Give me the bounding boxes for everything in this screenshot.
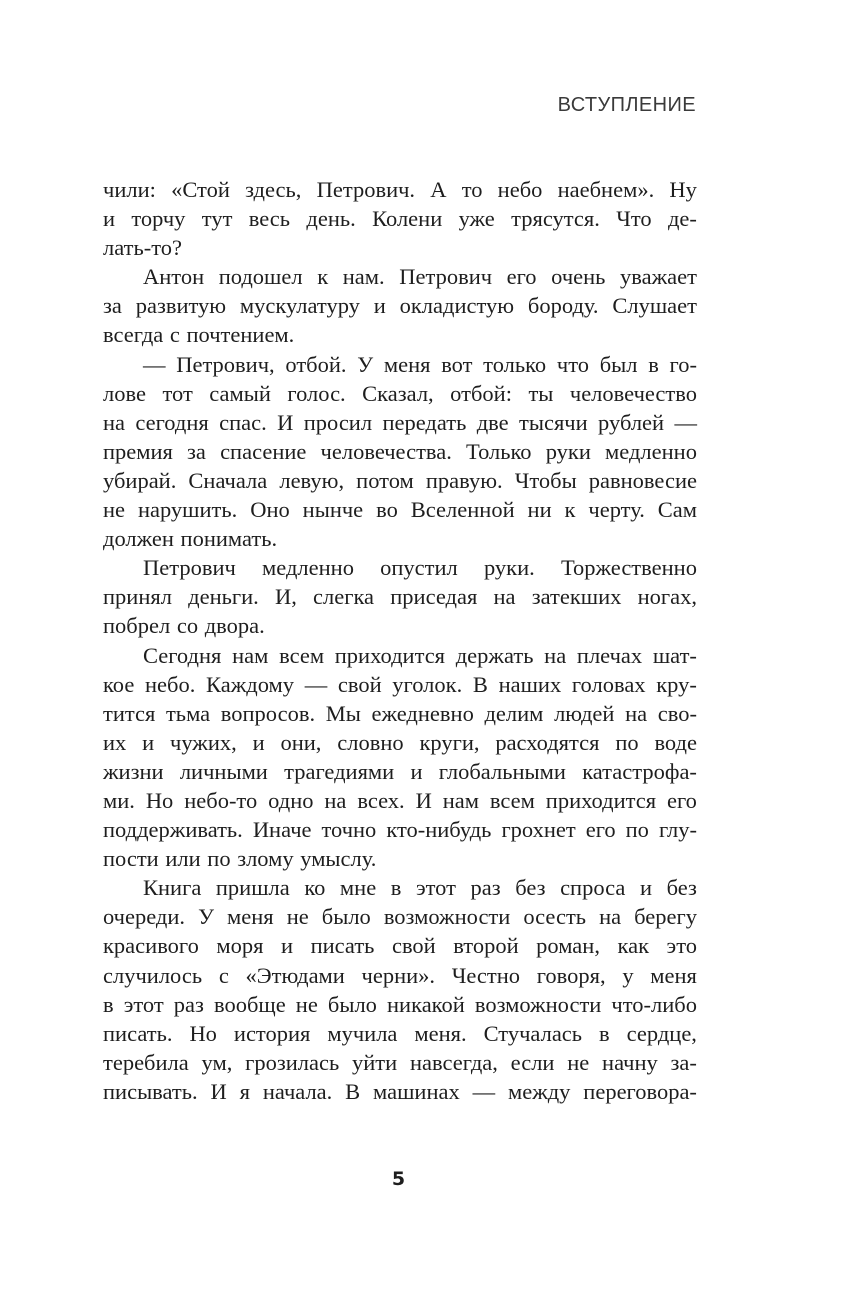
text-line: — Петрович, отбой. У меня вот только что был в го-	[143, 351, 697, 377]
text-line: Петрович медленно опустил руки. Торжественно	[143, 555, 697, 581]
text-line: Антон подошел к нам. Петрович его очень уважает	[143, 264, 697, 290]
text-line: побрел со двора.	[103, 613, 265, 639]
text-line: премия за спасение человечества. Только руки медленно	[103, 438, 697, 464]
page-number: 5	[391, 1168, 406, 1190]
text-line: и торчу тут весь день. Колени уже трясутся. Что де-	[103, 206, 697, 232]
text-line: красивого моря и писать свой второй роман, как это	[103, 933, 697, 959]
text-line: тится тьма вопросов. Мы ежедневно делим людей на сво-	[103, 700, 697, 726]
paragraph	[103, 641, 697, 874]
text-line: писывать. И я начала. В машинах — между переговора-	[103, 1078, 697, 1104]
text-line: принял деньги. И, слегка приседая на затекших ногах,	[103, 584, 697, 610]
text-line: кое небо. Каждому — свой уголок. В наших головах кру-	[103, 671, 697, 697]
text-line: должен понимать.	[103, 526, 278, 552]
body-text	[103, 175, 697, 1106]
paragraph	[103, 350, 697, 554]
text-line: теребила ум, грозилась уйти навсегда, если не начну за-	[103, 1049, 697, 1075]
text-line: в этот раз вообще не было никакой возможности что-либо	[103, 991, 697, 1017]
text-line: чили: «Стой здесь, Петрович. А то небо наебнем». Ну	[103, 177, 697, 202]
paragraph	[103, 553, 697, 640]
paragraph	[103, 262, 697, 349]
text-line: Книга пришла ко мне в этот раз без спроса и без	[143, 875, 697, 901]
text-line: на сегодня спас. И просил передать две тысячи рублей —	[103, 409, 697, 435]
paragraph	[103, 175, 697, 262]
text-line: случилось с «Этюдами черни». Честно говоря, у меня	[103, 962, 697, 988]
text-line: лать-то?	[103, 235, 182, 261]
text-line: писать. Но история мучила меня. Стучалась в сердце,	[103, 1020, 697, 1046]
running-header: ВСТУПЛЕНИЕ	[557, 94, 696, 116]
text-line: поддерживать. Иначе точно кто-нибудь грохнет его по глу-	[103, 817, 697, 843]
text-line: лове тот самый голос. Сказал, отбой: ты человечество	[103, 380, 697, 406]
text-line: за развитую мускулатуру и окладистую бороду. Слушает	[103, 293, 697, 319]
text-line: их и чужих, и они, словно круги, расходятся по воде	[103, 729, 697, 755]
text-line: ми. Но небо-то одно на всех. И нам всем приходится его	[103, 787, 697, 813]
text-line: пости или по злому умыслу.	[103, 846, 377, 872]
text-line: очереди. У меня не было возможности осесть на берегу	[103, 904, 697, 930]
paragraph	[103, 873, 697, 1106]
text-line: убирай. Сначала левую, потом правую. Чтобы равновесие	[103, 467, 697, 493]
text-line: жизни личными трагедиями и глобальными катастрофа-	[103, 758, 697, 784]
text-line: не нарушить. Оно нынче во Вселенной ни к черту. Сам	[103, 497, 697, 523]
text-line: Сегодня нам всем приходится держать на плечах шат-	[143, 642, 697, 668]
text-line: всегда с почтением.	[103, 322, 295, 348]
